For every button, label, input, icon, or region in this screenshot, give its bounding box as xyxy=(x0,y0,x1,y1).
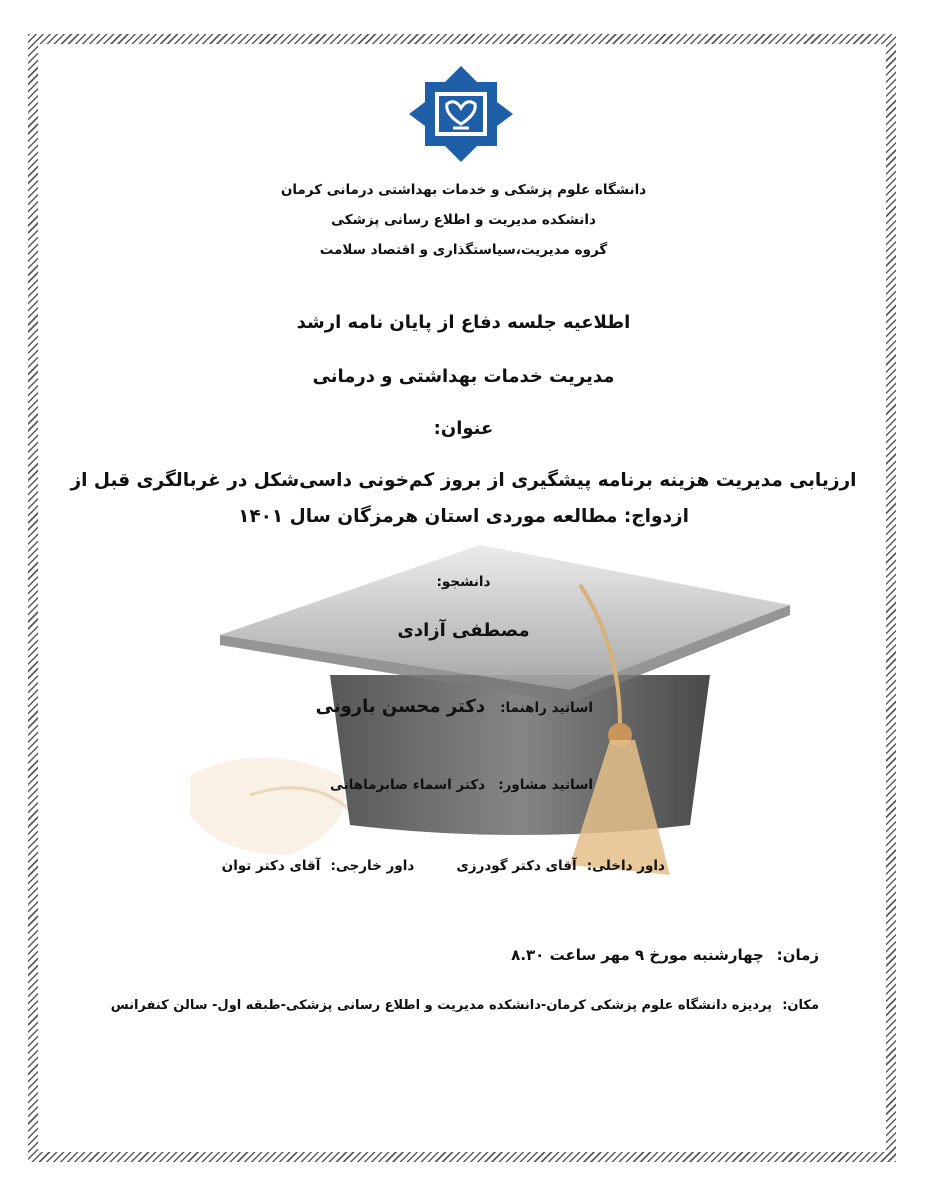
faculty-name: دانشکده مدیریت و اطلاع رسانی پزشکی xyxy=(331,212,596,228)
place-value: پردیزه دانشگاه علوم پزشکی کرمان-دانشکده مدیریت و اطلاع رسانی پزشکی-طبقه اول- سالن کنفرانس xyxy=(110,998,773,1013)
supervisor-row xyxy=(316,696,593,717)
advisor-name: دکتر اسماء صابرماهانی xyxy=(329,777,486,793)
supervisor-name: دکتر محسن بارونی xyxy=(315,696,486,717)
student-name: مصطفی آزادی xyxy=(397,620,530,641)
internal-referee-name: آقای دکتر گودرزی xyxy=(456,858,577,874)
external-referee-label: داور خارجی: xyxy=(330,858,415,874)
external-referee-name: آقای دکتر توان xyxy=(221,858,321,874)
university-name: دانشگاه علوم پزشکی و خدمات بهداشتی درمانی کرمان xyxy=(280,182,647,198)
subject-label: عنوان: xyxy=(433,418,494,439)
student-label: دانشجو: xyxy=(436,574,491,590)
advisor-row xyxy=(330,774,593,793)
referees-row xyxy=(222,858,665,874)
time-label: زمان: xyxy=(776,946,819,964)
announcement-title: اطلاعیه جلسه دفاع از پایان نامه ارشد xyxy=(296,312,631,333)
internal-referee-label: داور داخلی: xyxy=(586,858,665,874)
time-value: چهارشنبه مورخ ۹ مهر ساعت ۸.۳۰ xyxy=(511,946,764,964)
place-label: مکان: xyxy=(782,998,819,1013)
university-logo xyxy=(397,64,525,164)
time-row xyxy=(511,946,819,964)
thesis-title-line2: ازدواج: مطالعه موردی استان هرمزگان سال ۱۴۰۱ xyxy=(238,506,689,527)
thesis-title-line1: ارزیابی مدیریت هزینه برنامه پیشگیری از بروز کم‌خونی داسی‌شکل در غربالگری قبل از xyxy=(70,470,857,491)
advisor-label: اساتید مشاور: xyxy=(498,777,593,793)
field-title: مدیریت خدمات بهداشتی و درمانی xyxy=(312,366,615,387)
department-name: گروه مدیریت،سیاستگذاری و اقتصاد سلامت xyxy=(319,242,608,258)
supervisor-label: اساتید راهنما: xyxy=(500,700,593,716)
place-row xyxy=(111,998,819,1013)
